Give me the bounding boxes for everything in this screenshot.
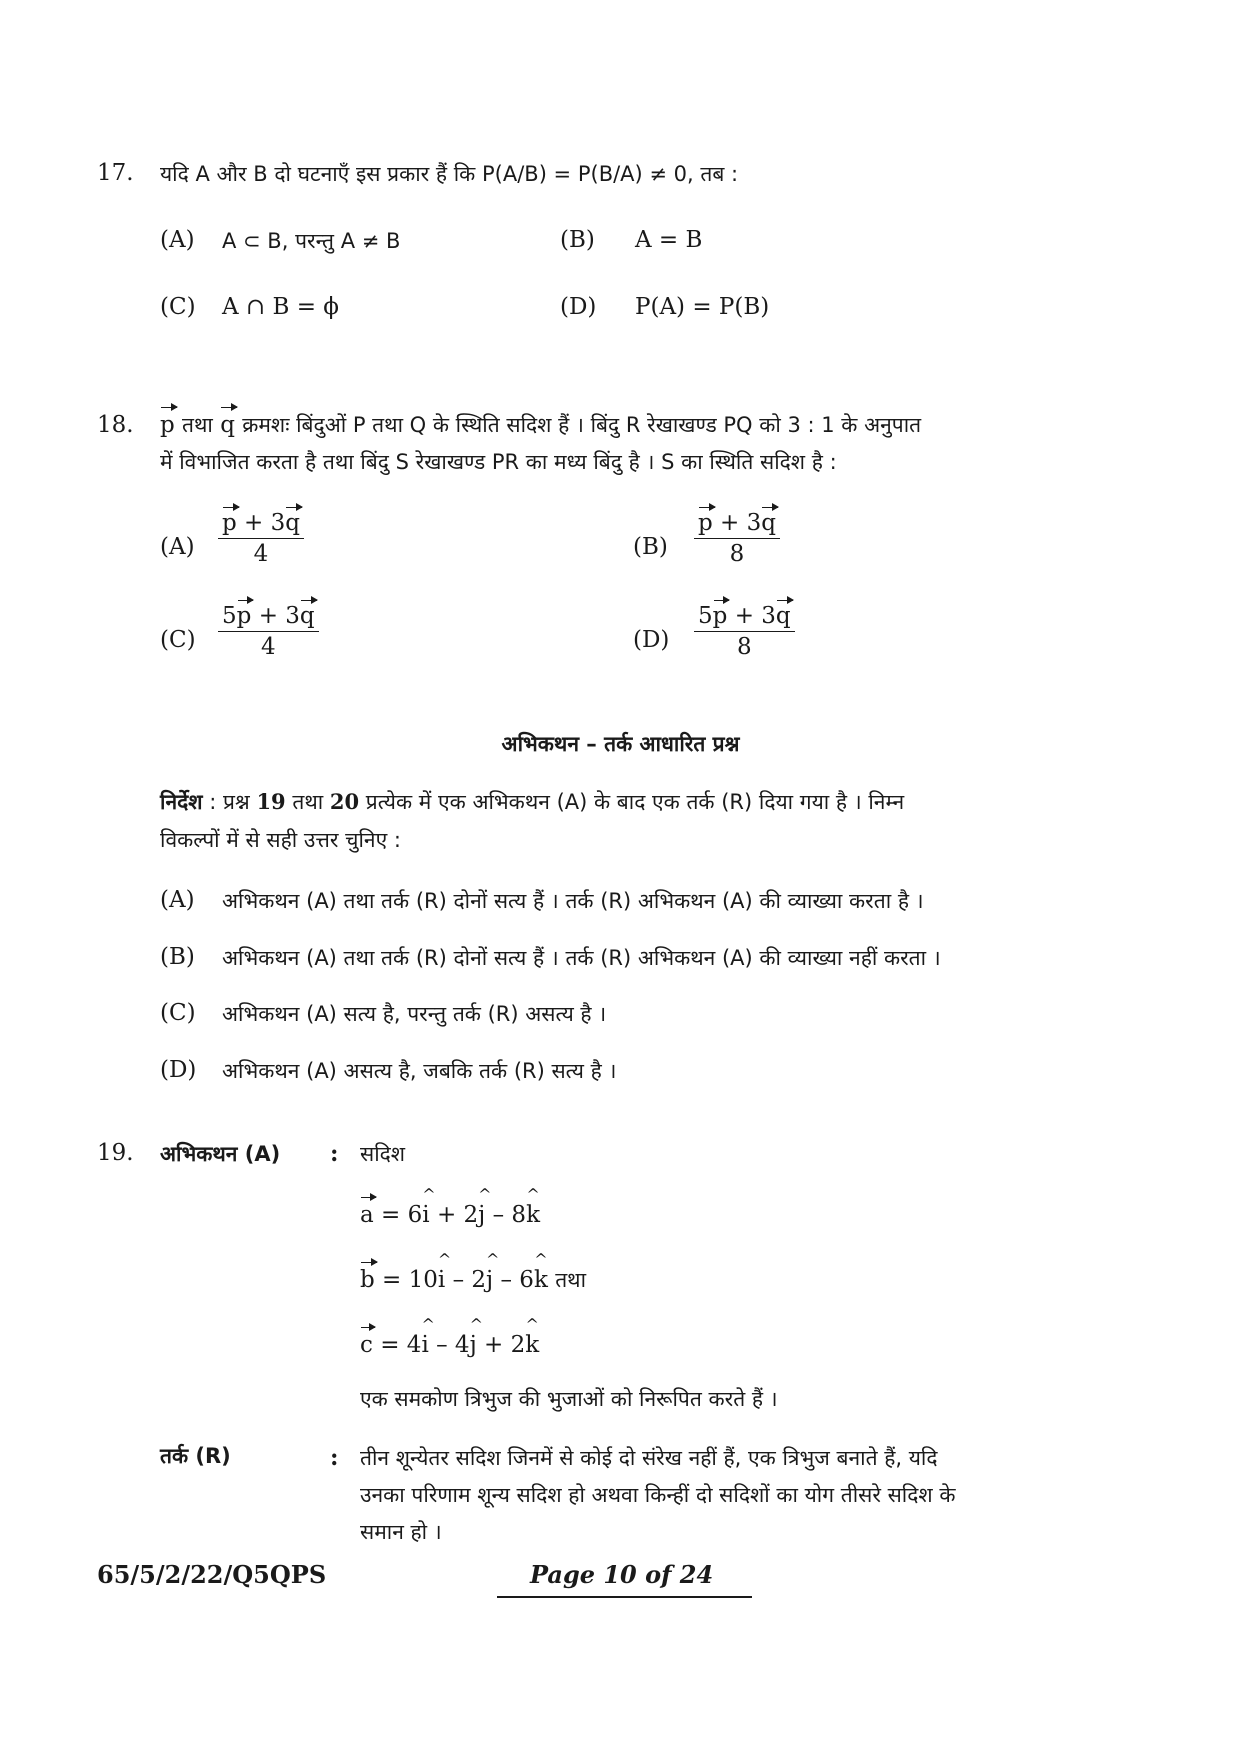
ar-option-c-text: अभिकथन (A) सत्य है, परन्तु तर्क (R) असत्य है । xyxy=(222,1002,607,1026)
q18-option-d-label: (D) xyxy=(633,627,670,653)
vector-p: p xyxy=(160,410,175,441)
q17-option-b-text: A = B xyxy=(635,227,703,253)
q17-option-c-label: (C) xyxy=(160,294,196,320)
q18-stem-line1 xyxy=(160,410,921,441)
ar-option-b-label: (B) xyxy=(160,944,195,970)
q19-assertion-colon: : xyxy=(330,1140,339,1167)
q17-option-c-text: A ∩ B = ϕ xyxy=(222,294,339,320)
direction-line1: निर्देश : प्रश्न 19 तथा 20 प्रत्येक में एक अभिकथन (A) के बाद एक तर्क (R) दिया गया है । निम्न xyxy=(160,789,905,814)
q17-option-d-label: (D) xyxy=(560,294,597,320)
q18-option-d-fraction: $\frac{5p + 3q}{8}$ xyxy=(694,603,795,660)
q19-number: 19. xyxy=(97,1140,134,1166)
q19-vector-c: c = 4i ^ – 4j ^ + 2k ^ xyxy=(360,1330,539,1361)
page-number-underline xyxy=(497,1596,752,1598)
q18-option-a-label: (A) xyxy=(160,534,195,560)
page-number: Page 10 of 24 xyxy=(530,1560,714,1589)
q18-stem-rest: क्रमशः बिंदुओं P तथा Q के स्थिति सदिश हैं । बिंदु R रेखाखण्ड PQ को 3 : 1 के अनुपात xyxy=(242,413,922,437)
q19-reason-colon: : xyxy=(330,1444,339,1471)
q18-stem-word: तथा xyxy=(182,413,213,437)
q18-option-c-fraction: $\frac{5p + 3q}{4}$ xyxy=(218,603,319,660)
q18-option-c-label: (C) xyxy=(160,627,196,653)
q18-option-b-fraction: $\frac{p + 3q}{8}$ xyxy=(694,510,780,567)
ar-option-d-text: अभिकथन (A) असत्य है, जबकि तर्क (R) सत्य है । xyxy=(222,1059,617,1083)
q19-reason-line3: समान हो । xyxy=(360,1520,442,1544)
q19-vector-a: a = 6i ^ + 2j ^ – 8k ^ xyxy=(360,1200,540,1231)
ar-option-d-label: (D) xyxy=(160,1057,197,1083)
q18-number: 18. xyxy=(97,412,134,438)
q19-reason-line2: उनका परिणाम शून्य सदिश हो अथवा किन्हीं दो सदिशों का योग तीसरे सदिश के xyxy=(360,1483,956,1507)
direction-line2: विकल्पों में से सही उत्तर चुनिए : xyxy=(160,828,401,852)
section-heading: अभिकथन – तर्क आधारित प्रश्न xyxy=(501,732,740,756)
q17-stem: यदि A और B दो घटनाएँ इस प्रकार हैं कि P(A/B) = P(B/A) ≠ 0, तब : xyxy=(160,162,739,186)
ar-option-a-text: अभिकथन (A) तथा तर्क (R) दोनों सत्य हैं । तर्क (R) अभिकथन (A) की व्याख्या करता है । xyxy=(222,889,924,913)
q17-option-a-text: A ⊂ B, परन्तु A ≠ B xyxy=(222,229,401,253)
q17-option-d-text: P(A) = P(B) xyxy=(635,294,770,320)
ar-option-b-text: अभिकथन (A) तथा तर्क (R) दोनों सत्य हैं । तर्क (R) अभिकथन (A) की व्याख्या नहीं करता । xyxy=(222,946,941,970)
q17-number: 17. xyxy=(97,160,134,186)
ar-option-c-label: (C) xyxy=(160,1000,196,1026)
paper-code: 65/5/2/22/Q5QPS xyxy=(97,1560,327,1589)
q19-vector-b: b = 10i ^ – 2j ^ – 6k ^ तथा xyxy=(360,1265,586,1296)
q19-reason-label: तर्क (R) xyxy=(160,1444,231,1468)
q19-reason-line1: तीन शून्येतर सदिश जिनमें से कोई दो संरेख नहीं हैं, एक त्रिभुज बनाते हैं, यदि xyxy=(360,1446,938,1470)
q18-stem-line2: में विभाजित करता है तथा बिंदु S रेखाखण्ड PR का मध्य बिंदु है । S का स्थिति सदिश है : xyxy=(160,450,837,474)
q19-assertion-label: अभिकथन (A) xyxy=(160,1142,281,1166)
q19-assertion-end: एक समकोण त्रिभुज की भुजाओं को निरूपित करते हैं । xyxy=(360,1387,778,1411)
ar-option-a-label: (A) xyxy=(160,887,195,913)
q18-option-a-fraction: $\frac{p + 3q}{4}$ xyxy=(218,510,304,567)
q17-option-b-label: (B) xyxy=(560,227,595,253)
vector-q: q xyxy=(220,410,235,441)
q17-option-a-label: (A) xyxy=(160,227,195,253)
q19-assertion-intro: सदिश xyxy=(360,1142,406,1166)
q18-option-b-label: (B) xyxy=(633,534,668,560)
